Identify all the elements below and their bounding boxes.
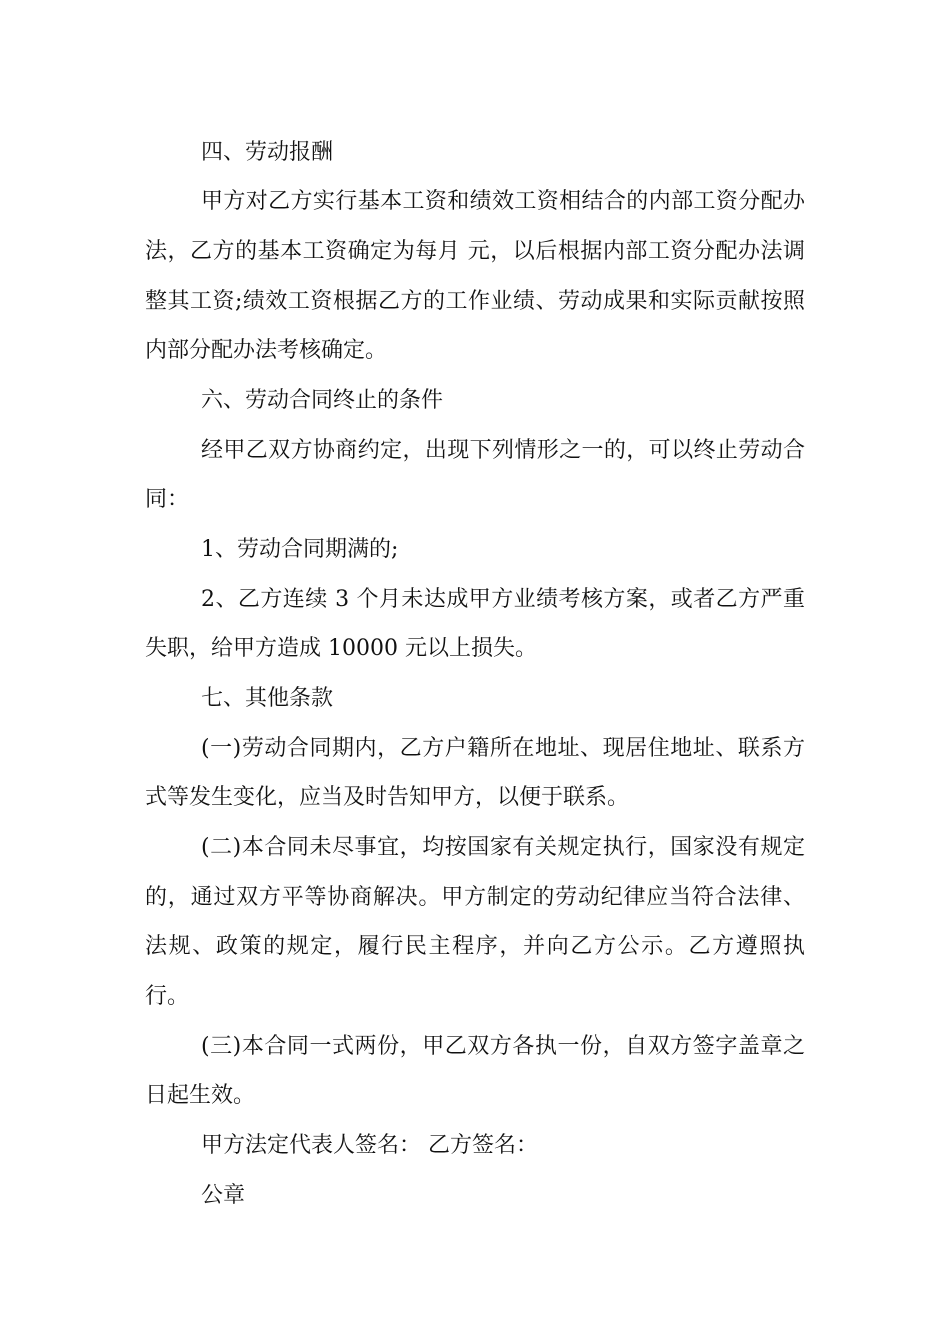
paragraph-line: 甲方对乙方实行基本工资和绩效工资相结合的内部工资分配办 [201, 189, 805, 214]
paragraph-line: 法，乙方的基本工资确定为每月 元，以后根据内部工资分配办法调 [145, 239, 805, 264]
list-item: (二)本合同未尽事宜，均按国家有关规定执行，国家没有规定 [201, 835, 805, 860]
paragraph-line: 失职，给甲方造成 10000 元以上损失。 [145, 636, 537, 661]
list-item: (三)本合同一式两份，甲乙双方各执一份，自双方签字盖章之 [201, 1034, 805, 1059]
paragraph-line: 同： [145, 487, 190, 512]
section-heading-other-terms: 七、其他条款 [201, 686, 334, 711]
list-item: (一)劳动合同期内，乙方户籍所在地址、现居住地址、联系方 [201, 736, 805, 761]
signature-line: 甲方法定代表人签名： 乙方签名： [201, 1133, 538, 1158]
paragraph-line: 经甲乙双方协商约定，出现下列情形之一的，可以终止劳动合 [201, 438, 805, 463]
paragraph-line: 整其工资;绩效工资根据乙方的工作业绩、劳动成果和实际贡献按照 [145, 289, 805, 314]
paragraph-line: 内部分配办法考核确定。 [145, 338, 388, 363]
paragraph-line: 的，通过双方平等协商解决。甲方制定的劳动纪律应当符合法律、 [145, 885, 805, 910]
paragraph-line: 法规、政策的规定，履行民主程序，并向乙方公示。乙方遵照执 [145, 934, 805, 959]
paragraph-line: 式等发生变化，应当及时告知甲方，以便于联系。 [145, 785, 630, 810]
section-heading-termination: 六、劳动合同终止的条件 [201, 388, 444, 413]
seal-label: 公章 [201, 1183, 246, 1208]
paragraph-line: 行。 [145, 984, 190, 1009]
list-item: 2、乙方连续 3 个月未达成甲方业绩考核方案，或者乙方严重 [201, 587, 805, 612]
list-item: 1、劳动合同期满的; [201, 537, 399, 562]
section-heading-remuneration: 四、劳动报酬 [201, 140, 334, 165]
paragraph-line: 日起生效。 [145, 1083, 256, 1108]
